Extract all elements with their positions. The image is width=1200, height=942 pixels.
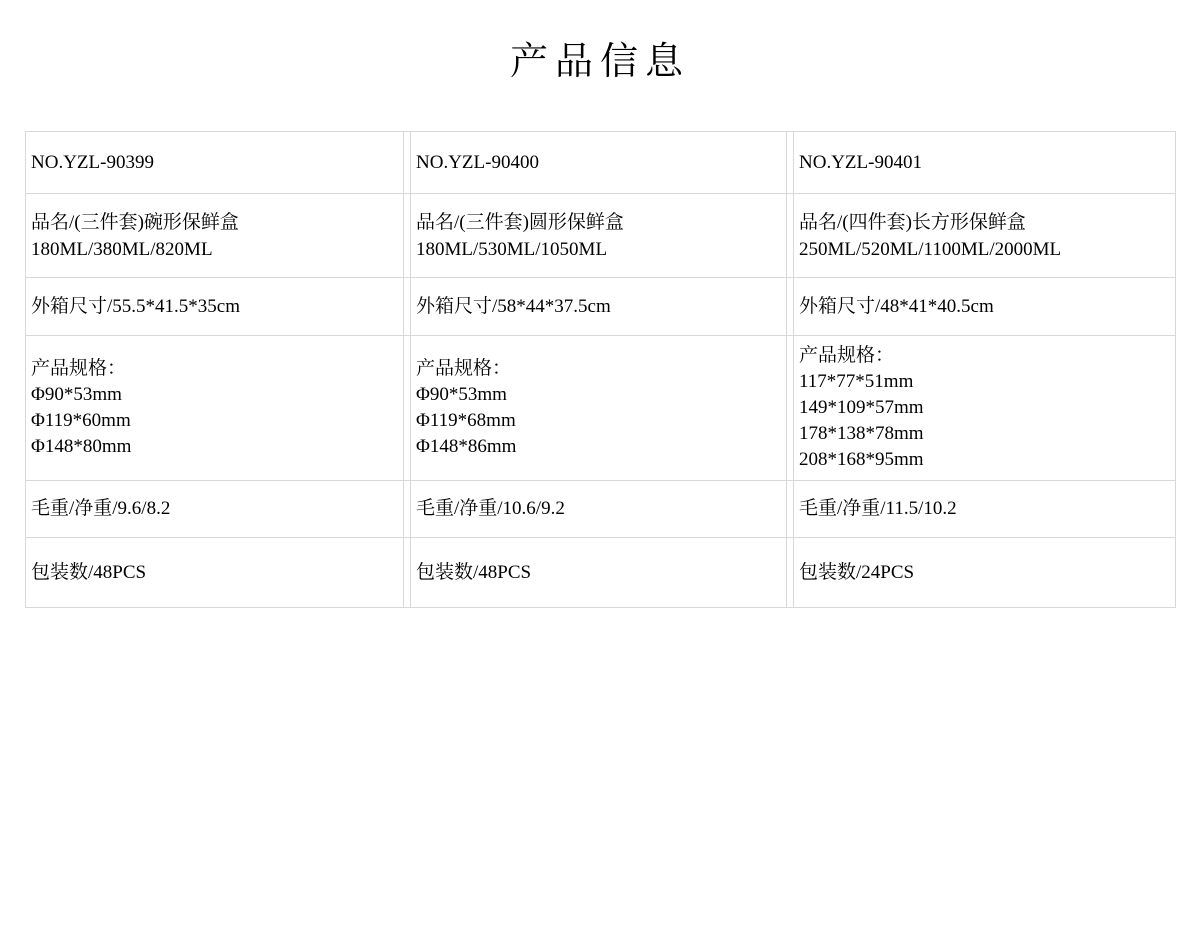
row-weight [26,481,1176,538]
column-gap [787,538,794,608]
spec-line: 178*138*78mm [799,423,924,444]
spec-line: 149*109*57mm [799,397,924,418]
product-name-1 [26,194,404,278]
product-no-2: NO.YZL-90400 [411,132,787,194]
column-gap [787,194,794,278]
carton-size-2: 外箱尺寸/58*44*37.5cm [411,278,787,336]
spec-line: 117*77*51mm [799,371,914,392]
column-gap [787,132,794,194]
product-name-line: 品名/(三件套)圆形保鲜盒 [416,211,624,233]
page-title: 产品信息 [509,41,690,83]
product-spec-3 [794,336,1176,481]
column-gap [404,538,411,608]
product-name-line: 品名/(三件套)碗形保鲜盒 [31,211,239,233]
carton-size-3: 外箱尺寸/48*41*40.5cm [794,278,1176,336]
row-product-name [26,194,1176,278]
column-gap [404,194,411,278]
spec-label: 产品规格： [416,358,512,379]
product-capacity-line: 250ML/520ML/1100ML/2000ML [799,238,1062,260]
column-gap [404,336,411,481]
spec-line: Φ90*53mm [31,384,122,405]
product-name-line: 品名/(四件套)长方形保鲜盒 [799,211,1026,233]
product-capacity-line: 180ML/530ML/1050ML [416,238,608,260]
spec-line: Φ148*80mm [31,436,132,457]
product-spec-1 [26,336,404,481]
row-product-spec [26,336,1176,481]
product-spec-2 [411,336,787,481]
row-product-no [26,132,1176,194]
column-gap [404,132,411,194]
column-gap [787,481,794,538]
column-gap [787,336,794,481]
row-packing [26,538,1176,608]
spec-line: Φ119*68mm [416,410,516,431]
spec-line: Φ90*53mm [416,384,507,405]
spec-line: Φ119*60mm [31,410,131,431]
carton-size-1: 外箱尺寸/55.5*41.5*35cm [26,278,404,336]
weight-2: 毛重/净重/10.6/9.2 [411,481,787,538]
weight-3: 毛重/净重/11.5/10.2 [794,481,1176,538]
packing-3: 包装数/24PCS [794,538,1176,608]
spec-line: Φ148*86mm [416,436,517,457]
column-gap [404,481,411,538]
spec-line: 208*168*95mm [799,449,924,470]
product-name-3 [794,194,1176,278]
packing-2: 包装数/48PCS [411,538,787,608]
column-gap [787,278,794,336]
product-name-2 [411,194,787,278]
product-no-1: NO.YZL-90399 [26,132,404,194]
packing-1: 包装数/48PCS [26,538,404,608]
weight-1: 毛重/净重/9.6/8.2 [26,481,404,538]
row-carton-size [26,278,1176,336]
column-gap [404,278,411,336]
product-no-3: NO.YZL-90401 [794,132,1176,194]
spec-label: 产品规格： [799,345,895,366]
product-capacity-line: 180ML/380ML/820ML [31,238,213,260]
product-info-table [25,131,1176,608]
spec-label: 产品规格： [31,358,127,379]
